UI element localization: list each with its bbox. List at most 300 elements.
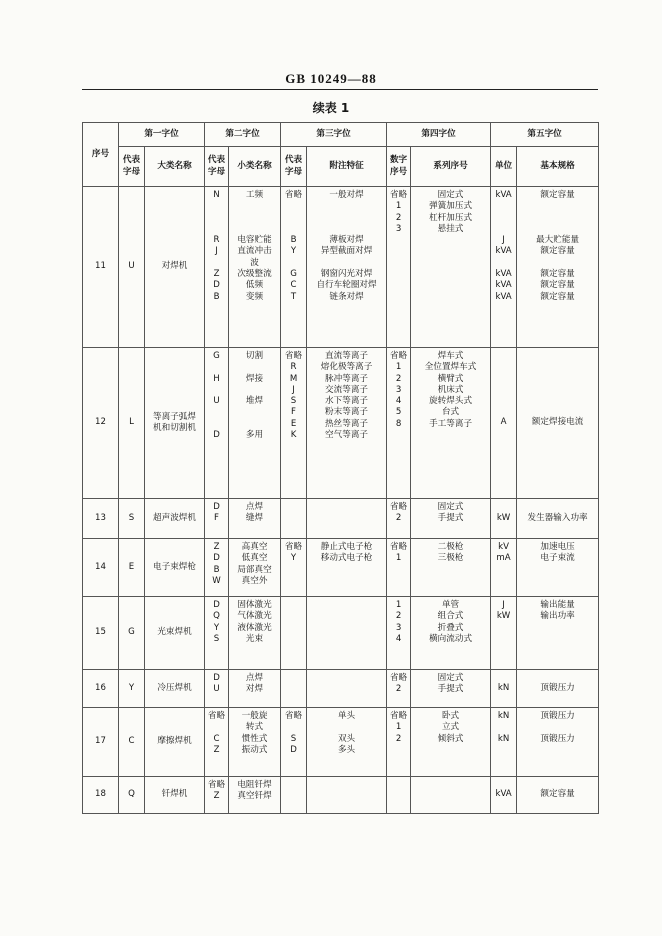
seq-cell: 15 [83, 597, 119, 670]
code3-cell [281, 348, 307, 499]
cell-line: 发生器输入功率 [527, 512, 588, 523]
cell-line: 额定容量 [540, 291, 575, 302]
cell-line: Z [213, 542, 220, 552]
series-cell [411, 777, 491, 814]
cell-line: 电容贮能 [237, 235, 272, 246]
cell-line: 省略 [284, 190, 303, 200]
series-cell [411, 597, 491, 670]
cell-line: kVA [495, 291, 512, 302]
cell-line: 电子束流 [540, 553, 575, 564]
spec-cell [517, 348, 599, 499]
cell-line [307, 258, 386, 269]
cell-line: kVA [495, 789, 512, 800]
cell-line: 顶锻压力 [540, 711, 575, 721]
cell-line: 薄板对焊 [329, 235, 364, 246]
code2-cell [205, 187, 229, 348]
cell-line: 气体激光 [237, 611, 272, 622]
header-unit: 单位 [491, 147, 517, 187]
cell-line: 振动式 [241, 744, 268, 755]
table-row [83, 777, 599, 814]
code2-cell [205, 348, 229, 499]
table-body [83, 187, 599, 814]
cell-line: R [290, 362, 297, 373]
cell-line: 额定容量 [540, 280, 575, 291]
feature-cell [307, 777, 387, 814]
cell-line [517, 224, 598, 235]
cell-line: 2 [395, 513, 402, 524]
code1-cell: Y [119, 670, 145, 708]
cell-line: 顶锻压力 [540, 733, 575, 744]
header-feature: 附注特征 [307, 147, 387, 187]
feature-cell [307, 499, 387, 539]
cell-line: 省略 [284, 351, 303, 361]
cell-line [281, 201, 306, 212]
cell-line: G [290, 269, 297, 280]
unit-cell [491, 708, 517, 777]
cell-line [281, 213, 306, 224]
cell-line: 省略 [389, 190, 408, 200]
cell-line [281, 224, 306, 235]
cell-line [517, 722, 598, 733]
cell-line: mA [496, 553, 511, 564]
cell-line: Z [213, 269, 220, 280]
cell-line: 脉冲等离子 [325, 373, 369, 384]
code1-cell: Q [119, 777, 145, 814]
cell-line [205, 385, 228, 396]
cell-line: 折叠式 [437, 622, 464, 633]
header-digit-seq: 数字序号 [387, 147, 411, 187]
table-row [83, 597, 599, 670]
digit-seq-cell [387, 499, 411, 539]
feature-cell [307, 597, 387, 670]
cell-line: 切割 [245, 351, 264, 361]
cell-line: 空气等离子 [325, 430, 369, 441]
cell-line: 卧式 [441, 711, 460, 721]
cell-line: 输出功率 [540, 611, 575, 622]
unit-cell [491, 539, 517, 597]
cell-line: 钢窗闪光对焊 [320, 269, 373, 280]
cell-line: 单管 [441, 600, 460, 610]
cell-line [229, 201, 280, 212]
cell-line [205, 407, 228, 418]
cell-line: 机和切割机 [153, 423, 196, 433]
cell-line: 缝焊 [245, 513, 264, 524]
table-row [83, 539, 599, 597]
cell-line: D [213, 280, 220, 291]
spec-cell [517, 708, 599, 777]
cell-line [491, 201, 516, 212]
header-group-3: 第三字位 [281, 123, 387, 147]
cell-line: kN [497, 733, 510, 744]
cell-line: 省略 [389, 673, 408, 683]
cell-line [491, 213, 516, 224]
cell-line: J [215, 246, 218, 257]
code3-cell [281, 708, 307, 777]
code2-cell [205, 777, 229, 814]
cell-line: M [289, 373, 298, 384]
code3-cell [281, 187, 307, 348]
cell-line: 热丝等离子 [325, 418, 369, 429]
cell-line [229, 385, 280, 396]
cell-line: 横向流动式 [429, 633, 473, 644]
cell-line: 2 [395, 212, 402, 223]
cell-line: J [502, 600, 505, 610]
cell-line: 链条对焊 [329, 291, 364, 302]
cell-line: 点焊 [245, 502, 264, 512]
digit-seq-cell [387, 348, 411, 499]
welding-machine-code-table [82, 122, 599, 814]
cell-line: 光束 [245, 633, 264, 644]
cell-line: 额定容量 [540, 190, 575, 200]
cell-line: Y [213, 622, 220, 633]
series-cell [411, 348, 491, 499]
cell-line: 手工等离子 [429, 418, 473, 429]
cell-line: J [292, 384, 295, 395]
cell-line: A [500, 417, 507, 428]
code2-cell [205, 708, 229, 777]
cell-line: 直流等离子 [325, 351, 369, 361]
cell-line: Q [213, 611, 220, 622]
digit-seq-cell [387, 777, 411, 814]
table-row [83, 708, 599, 777]
cell-line [205, 213, 228, 224]
digit-seq-cell [387, 670, 411, 708]
cell-line: D [213, 502, 220, 512]
subcategory-cell [229, 348, 281, 499]
cell-line: B [290, 235, 297, 246]
cell-line [229, 213, 280, 224]
subcategory-cell [229, 539, 281, 597]
cell-line: 低频 [245, 280, 264, 291]
code1-cell: L [119, 348, 145, 499]
cell-line: 焊车式 [437, 351, 464, 361]
cell-line: 额定容量 [540, 789, 575, 800]
cell-line: B [213, 291, 220, 302]
cell-line: 焊接 [245, 373, 264, 384]
cell-line: 省略 [207, 780, 226, 790]
cell-line: 倾斜式 [437, 733, 464, 744]
unit-cell [491, 187, 517, 348]
cell-line: 双头 [337, 733, 356, 744]
cell-line [205, 201, 228, 212]
cell-line: 额定焊接电流 [531, 417, 584, 428]
cell-line: kVA [495, 246, 512, 257]
cell-line [517, 213, 598, 224]
cell-line: 异型截面对焊 [320, 246, 373, 257]
spec-cell [517, 187, 599, 348]
cell-line: 机床式 [437, 384, 464, 395]
unit-cell [491, 777, 517, 814]
cell-line: 固定式 [437, 502, 464, 512]
table-row [83, 670, 599, 708]
cell-line: J [502, 235, 505, 246]
cell-line: 旋转焊头式 [429, 396, 473, 407]
cell-line: 水下等离子 [325, 396, 369, 407]
feature-cell [307, 187, 387, 348]
cell-line: 省略 [389, 542, 408, 552]
cell-line: 2 [395, 684, 402, 695]
cell-line: 多用 [245, 430, 264, 441]
header-series-seq: 系列序号 [411, 147, 491, 187]
seq-cell: 16 [83, 670, 119, 708]
cell-line: D [213, 673, 220, 683]
cell-line: Y [290, 553, 297, 564]
seq-cell: 11 [83, 187, 119, 348]
spec-cell [517, 670, 599, 708]
cell-line: 固定式 [437, 190, 464, 200]
cell-line [229, 224, 280, 235]
cell-line: S [213, 633, 220, 644]
code3-cell [281, 670, 307, 708]
cell-line: kVA [495, 269, 512, 280]
cell-line [517, 258, 598, 269]
cell-line: 3 [395, 622, 402, 633]
cell-line: 对焊 [245, 684, 264, 695]
category-name-cell [145, 348, 205, 499]
cell-line: C [290, 280, 297, 291]
code2-cell [205, 670, 229, 708]
cell-line: F [291, 407, 296, 418]
cell-line: 惯性式 [241, 733, 268, 744]
cell-line: kVA [495, 190, 512, 200]
cell-line: W [212, 575, 221, 586]
cell-line: D [213, 600, 220, 610]
cell-line: 省略 [389, 711, 408, 721]
unit-cell [491, 597, 517, 670]
cell-line: G [213, 351, 220, 361]
cell-line: 2 [395, 733, 402, 744]
cell-line: Z [213, 744, 220, 755]
cell-line [307, 213, 386, 224]
cell-line: 直流冲击 [237, 246, 272, 257]
cell-line: U [213, 396, 220, 407]
cell-line: D [213, 553, 220, 564]
cell-line: 省略 [207, 711, 226, 721]
cell-line: 4 [395, 633, 402, 644]
cell-line [205, 224, 228, 235]
code2-cell [205, 597, 229, 670]
code3-cell [281, 499, 307, 539]
cell-line: D [290, 744, 297, 755]
cell-line: 多头 [337, 744, 356, 755]
unit-cell [491, 499, 517, 539]
seq-cell: 18 [83, 777, 119, 814]
cell-line [205, 362, 228, 373]
series-cell [411, 670, 491, 708]
category-name-cell: 冷压焊机 [145, 670, 205, 708]
header-code-letter: 代表字母 [205, 147, 229, 187]
cell-line: kN [497, 682, 510, 693]
digit-seq-cell [387, 708, 411, 777]
cell-line: 输出能量 [540, 600, 575, 610]
cell-line: D [213, 430, 220, 441]
header-group-5: 第五字位 [491, 123, 599, 147]
header-code-letter: 代表字母 [281, 147, 307, 187]
cell-line: 1 [395, 201, 402, 212]
table-title: 续表 1 [312, 101, 350, 115]
cell-line: 1 [395, 362, 402, 373]
category-name-cell: 摩擦焊机 [145, 708, 205, 777]
cell-line: 堆焊 [245, 396, 264, 407]
cell-line [281, 722, 306, 733]
unit-cell [491, 348, 517, 499]
cell-line [281, 258, 306, 269]
category-name-cell: 电子束焊枪 [145, 539, 205, 597]
cell-line: kVA [495, 280, 512, 291]
cell-line: F [214, 513, 219, 524]
table-row [83, 348, 599, 499]
cell-line [307, 201, 386, 212]
cell-line: kN [497, 711, 510, 721]
series-cell [411, 539, 491, 597]
cell-line: 横臂式 [437, 373, 464, 384]
category-name-cell: 钎焊机 [145, 777, 205, 814]
cell-line [205, 419, 228, 430]
seq-cell: 12 [83, 348, 119, 499]
cell-line: E [290, 418, 297, 429]
cell-line: 真空外 [241, 575, 268, 586]
document-header: GB 10249—88 [285, 71, 377, 86]
cell-line: S [290, 396, 297, 407]
cell-line: 单头 [337, 711, 356, 721]
cell-line: 固定式 [437, 673, 464, 683]
cell-line: 一般对焊 [329, 190, 364, 200]
digit-seq-cell [387, 187, 411, 348]
cell-line [491, 224, 516, 235]
code1-cell: S [119, 499, 145, 539]
cell-line: 1 [395, 553, 402, 564]
category-name-cell: 对焊机 [145, 187, 205, 348]
spec-cell [517, 499, 599, 539]
cell-line: 工频 [245, 190, 264, 200]
spec-cell [517, 539, 599, 597]
category-name-cell: 超声波焊机 [145, 499, 205, 539]
cell-line: S [290, 733, 297, 744]
cell-line: 额定容量 [540, 246, 575, 257]
seq-cell: 17 [83, 708, 119, 777]
feature-cell [307, 539, 387, 597]
cell-line: 最大贮能量 [536, 235, 580, 246]
cell-line: 顶锻压力 [540, 682, 575, 693]
cell-line: 熔化极等离子 [320, 362, 373, 373]
category-name-cell: 光束焊机 [145, 597, 205, 670]
cell-line [491, 722, 516, 733]
header-subcategory-name: 小类名称 [229, 147, 281, 187]
feature-cell [307, 708, 387, 777]
cell-line: 低真空 [241, 553, 268, 564]
cell-line: 静止式电子枪 [320, 542, 373, 552]
cell-line: 手提式 [437, 684, 464, 695]
series-cell [411, 499, 491, 539]
seq-cell: 13 [83, 499, 119, 539]
cell-line: 杠杆加压式 [429, 212, 473, 223]
cell-line: H [213, 373, 220, 384]
cell-line: 粉末等离子 [325, 407, 369, 418]
cell-line: kW [496, 611, 511, 622]
cell-line: 变频 [245, 291, 264, 302]
cell-line [491, 258, 516, 269]
cell-line [205, 722, 228, 733]
cell-line: 弹簧加压式 [429, 201, 473, 212]
subcategory-cell [229, 777, 281, 814]
code1-cell: U [119, 187, 145, 348]
cell-line: 点焊 [245, 673, 264, 683]
cell-line: 局部真空 [237, 564, 272, 575]
code3-cell [281, 597, 307, 670]
cell-line: 一般旋 [241, 711, 268, 721]
digit-seq-cell [387, 539, 411, 597]
header-basic-spec: 基本规格 [517, 147, 599, 187]
cell-line: 交流等离子 [325, 384, 369, 395]
subcategory-cell [229, 499, 281, 539]
cell-line: 台式 [441, 407, 460, 418]
cell-line: 5 [395, 407, 402, 418]
code2-cell [205, 499, 229, 539]
code1-cell: G [119, 597, 145, 670]
cell-line: 液体激光 [237, 622, 272, 633]
cell-line: 1 [395, 600, 402, 610]
subcategory-cell [229, 597, 281, 670]
cell-line: 2 [395, 373, 402, 384]
code1-cell: C [119, 708, 145, 777]
series-cell [411, 187, 491, 348]
feature-cell [307, 348, 387, 499]
cell-line: 额定容量 [540, 269, 575, 280]
header-group-1: 第一字位 [119, 123, 205, 147]
spec-cell [517, 597, 599, 670]
unit-cell [491, 670, 517, 708]
header-group-2: 第二字位 [205, 123, 281, 147]
cell-line: 8 [395, 418, 402, 429]
cell-line: 全位置焊车式 [424, 362, 477, 373]
seq-cell: 14 [83, 539, 119, 597]
cell-line: 1 [395, 722, 402, 733]
series-cell [411, 708, 491, 777]
digit-seq-cell [387, 597, 411, 670]
cell-line: 3 [395, 384, 402, 395]
header-category-name: 大类名称 [145, 147, 205, 187]
cell-line: 省略 [389, 502, 408, 512]
cell-line: B [213, 564, 220, 575]
cell-line: U [213, 684, 220, 695]
cell-line: Z [213, 791, 220, 802]
subcategory-cell [229, 670, 281, 708]
header-code-letter: 代表字母 [119, 147, 145, 187]
cell-line: 省略 [389, 351, 408, 361]
cell-line: R [213, 235, 220, 246]
cell-line [205, 258, 228, 269]
cell-line: 三极枪 [437, 553, 464, 564]
cell-line [229, 407, 280, 418]
table-row [83, 499, 599, 539]
cell-line: kW [496, 512, 511, 523]
cell-line: 电阻钎焊 [237, 780, 272, 790]
cell-line [307, 722, 386, 733]
code3-cell [281, 777, 307, 814]
code1-cell: E [119, 539, 145, 597]
cell-line: 手提式 [437, 513, 464, 524]
cell-line [229, 419, 280, 430]
spec-cell [517, 777, 599, 814]
cell-line: 等离子弧焊 [153, 411, 196, 422]
header-group-4: 第四字位 [387, 123, 491, 147]
cell-line: 省略 [284, 711, 303, 721]
cell-line: 2 [395, 611, 402, 622]
code2-cell [205, 539, 229, 597]
cell-line: kV [498, 542, 509, 552]
cell-line: Y [290, 246, 297, 257]
cell-line: 真空钎焊 [237, 791, 272, 802]
